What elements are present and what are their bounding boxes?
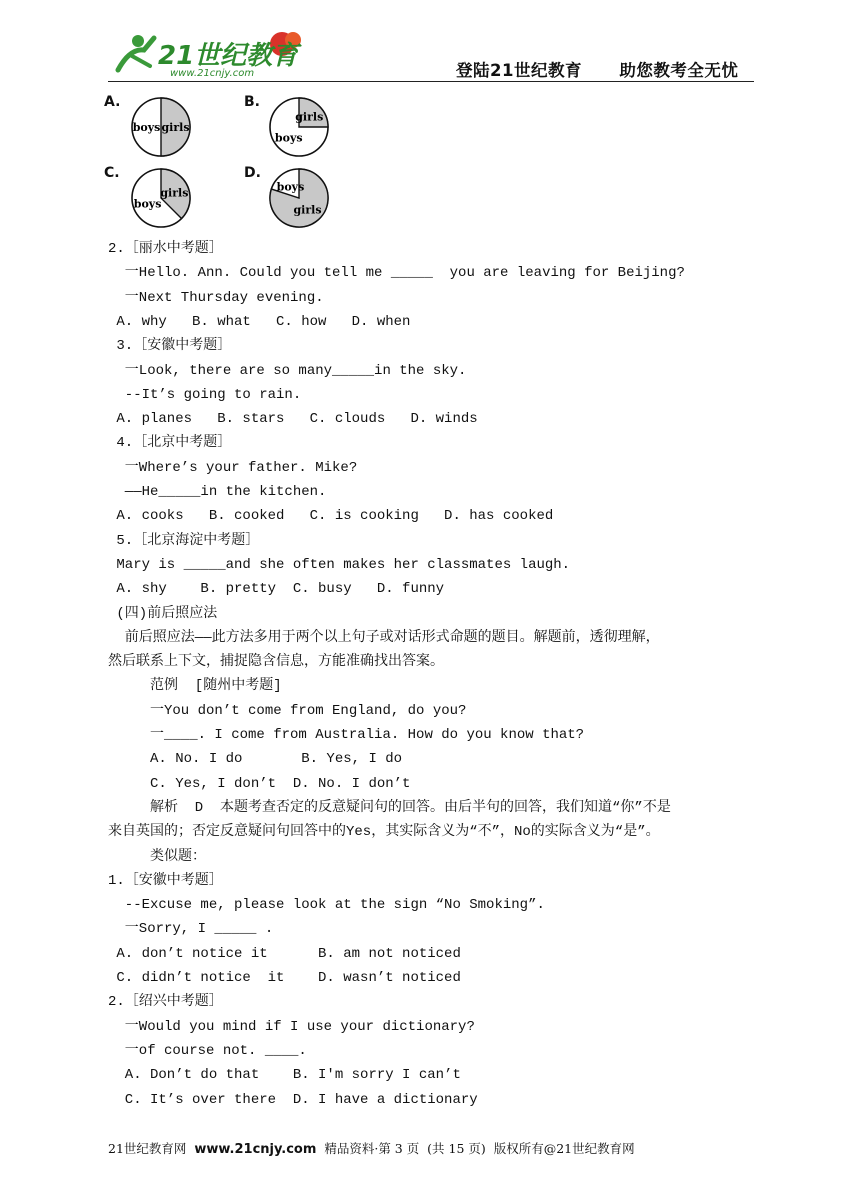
text-line: A. don’t notice it B. am not noticed <box>108 945 461 962</box>
header-title: 登陆21世纪教育 助您教考全无忧 <box>456 61 739 80</box>
text-line: --Excuse me, please look at the sign “No Smoking”. <box>108 897 545 914</box>
text-line: 来自英国的；否定反意疑问句回答中的Yes，其实际含义为“不”，No的实际含义为“是”。 <box>108 824 660 841</box>
text-line: A. shy B. pretty C. busy D. funny <box>108 581 445 598</box>
text-line: C. Yes, I don’t D. No. I don’t <box>108 775 411 792</box>
text-line: 一Would you mind if I use your dictionary? <box>108 1018 475 1035</box>
pie-label: girls <box>160 186 189 200</box>
text-line: 1.［安徽中考题］ <box>108 872 223 889</box>
text-line: 一Where’s your father. Mike? <box>108 459 358 476</box>
text-line: 2.［丽水中考题］ <box>108 241 223 257</box>
text-line: 一Sorry, I _____ . <box>108 921 274 938</box>
text-line: A. cooks B. cooked C. is cooking D. has cooked <box>108 508 554 525</box>
site-logo <box>110 28 310 80</box>
text-line: 3.［安徽中考题］ <box>108 338 232 355</box>
pie-label: boys <box>276 180 305 194</box>
pie-option-letter: B. <box>244 94 260 110</box>
text-line: C. It’s over there D. I have a dictionary <box>108 1091 478 1108</box>
footer-info: 精品资料·第 3 页 (共 15 页) 版权所有@21世纪教育网 <box>324 1141 635 1156</box>
text-line: 5.［北京海淀中考题］ <box>108 532 260 549</box>
text-line: 一Hello. Ann. Could you tell me _____ you are leaving for Beijing? <box>108 265 685 282</box>
text-line: 然后联系上下文，捕捉隐含信息，方能准确找出答案。 <box>108 654 444 671</box>
header-divider <box>108 81 754 82</box>
pie-label: boys <box>274 131 303 145</box>
text-line: 2.［绍兴中考题］ <box>108 994 223 1011</box>
text-line: 4.［北京中考题］ <box>108 435 232 452</box>
pie-option-letter: A. <box>104 94 121 110</box>
text-line: Mary is _____and she often makes her classmates laugh. <box>108 556 571 573</box>
text-line: A. Don’t do that B. I'm sorry I can’t <box>108 1067 461 1084</box>
pie-chart-option <box>268 167 330 229</box>
text-line: ——He_____in the kitchen. <box>108 484 327 500</box>
pie-label: girls <box>295 110 324 124</box>
pie-label: girls <box>293 203 322 217</box>
text-line: 一You don’t come from England, do you? <box>108 702 467 719</box>
text-line: 范例 [随州中考题] <box>108 678 282 695</box>
text-line: A. No. I do B. Yes, I do <box>108 751 403 768</box>
text-line: --It’s going to rain. <box>108 386 302 403</box>
text-line: 类似题： <box>108 848 207 865</box>
pie-label: boys <box>132 121 161 134</box>
text-line: 解析 D 本题考查否定的反意疑问句的回答。由后半句的回答，我们知道“你”不是 <box>108 799 671 816</box>
footer-url: www.21cnjy.com <box>194 1142 317 1157</box>
text-line: 一Next Thursday evening. <box>108 289 324 306</box>
pie-chart-option <box>130 167 192 229</box>
logo-text: 21世纪教育 <box>158 41 299 71</box>
text-line: (四)前后照应法 <box>108 605 218 622</box>
text-line: 前后照应法——此方法多用于两个以上句子或对话形式命题的题目。解题前，透彻理解， <box>108 629 660 646</box>
text-line: 一Look, there are so many_____in the sky. <box>108 362 467 379</box>
pie-option-letter: D. <box>244 165 261 181</box>
text-line: A. why B. what C. how D. when <box>108 313 411 330</box>
pie-chart-option <box>268 96 330 158</box>
page-footer <box>108 1139 635 1157</box>
text-line: C. didn’t notice it D. wasn’t noticed <box>108 970 461 986</box>
text-line: A. planes B. stars C. clouds D. winds <box>108 411 478 428</box>
text-line: 一____. I come from Australia. How do you know that? <box>108 727 585 743</box>
pie-label: boys <box>133 197 162 211</box>
footer-site: 21世纪教育网 <box>108 1141 187 1156</box>
logo-url: www.21cnjy.com <box>170 68 255 79</box>
pie-label: girls <box>161 121 190 134</box>
pie-chart-option <box>130 96 192 158</box>
pie-option-letter: C. <box>104 165 120 181</box>
text-line: 一of course not. ____. <box>108 1042 307 1059</box>
